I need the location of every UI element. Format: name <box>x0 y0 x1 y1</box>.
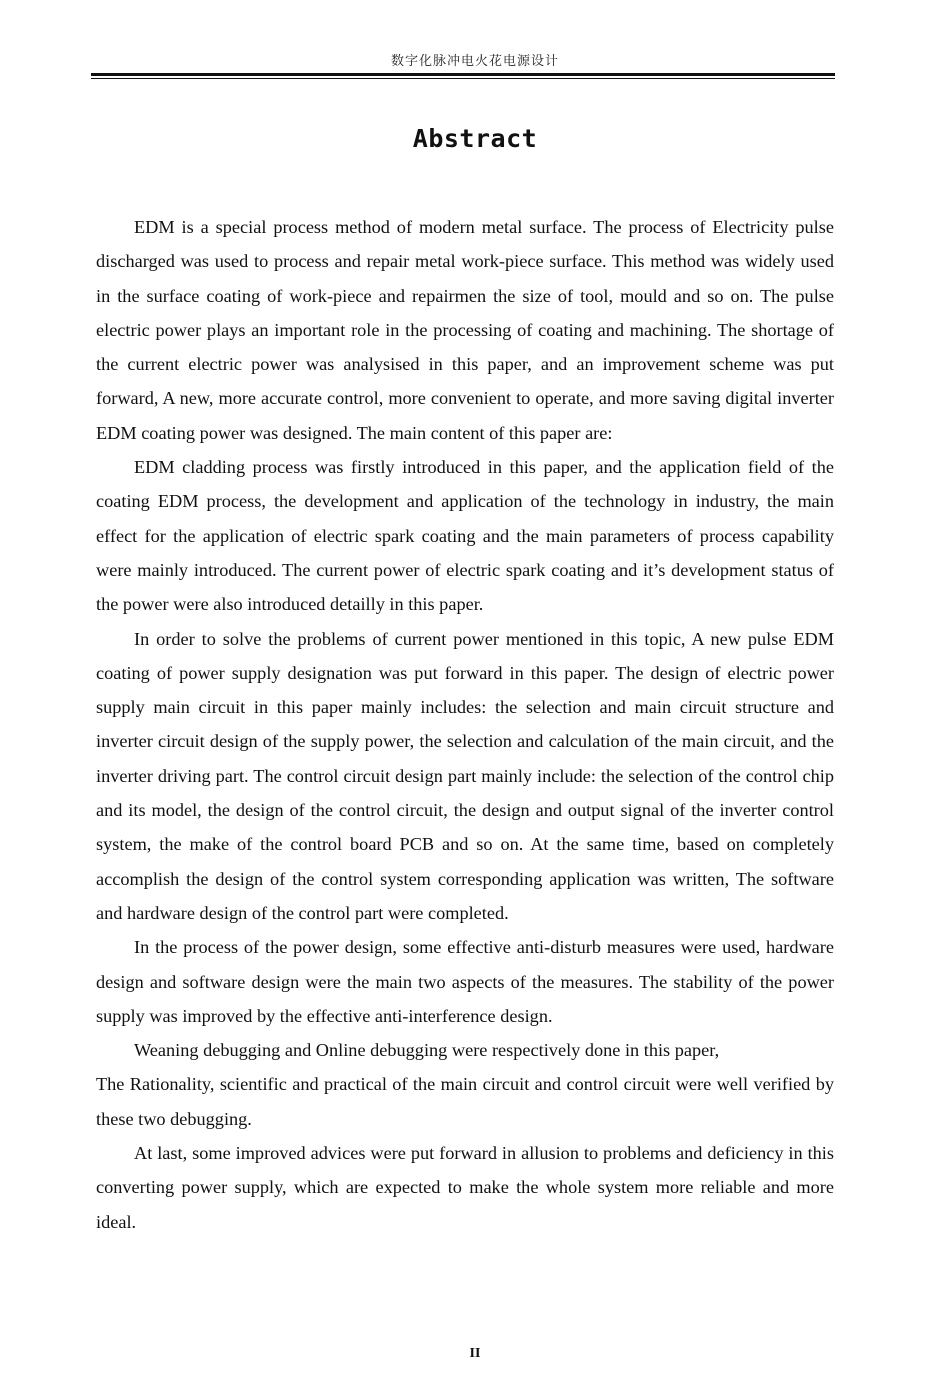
abstract-paragraph-7: At last, some improved advices were put forward in allusion to problems and deficiency in this converting power supply, which are expected to make the whole system more reliable and more ideal. <box>96 1143 834 1232</box>
abstract-heading: Abstract <box>412 124 538 153</box>
abstract-paragraph-4: In the process of the power design, some effective anti-disturb measures were used, hardware design and software design were the main two aspects of the measures. The stability of the power supply was improved by the effective anti-interference design. <box>96 937 834 1026</box>
page-number: II <box>469 1346 481 1361</box>
abstract-paragraph-5: Weaning debugging and Online debugging were respectively done in this paper, <box>134 1040 720 1061</box>
running-header-title: 数字化脉冲电火花电源设计 <box>390 54 559 69</box>
abstract-body <box>96 210 834 1239</box>
abstract-paragraph-6: The Rationality, scientific and practical of the main circuit and control circuit were well verified by these two debugging. <box>96 1074 834 1129</box>
abstract-paragraph-2: EDM cladding process was firstly introduced in this paper, and the application field of the coating EDM process, the development and application of the technology in industry, the main effect for the application of electric spark coating and the main parameters of process capability were mainly introduced. The current power of electric spark coating and it’s development status of the power were also introduced detailly in this paper. <box>96 457 834 615</box>
abstract-paragraph-3: In order to solve the problems of current power mentioned in this topic, A new pulse EDM coating of power supply designation was put forward in this paper. The design of electric power supply main circuit in this paper mainly includes: the selection and main circuit structure and inverter circuit design of the supply power, the selection and calculation of the main circuit, and the inverter driving part. The control circuit design part mainly include: the selection of the control chip and its model, the design of the control circuit, the design and output signal of the inverter control system, the make of the control board PCB and so on. At the same time, based on completely accomplish the design of the control system corresponding application was written, The software and hardware design of the control part were completed. <box>96 628 834 923</box>
header-rule-thick <box>91 73 835 76</box>
abstract-paragraph-1: EDM is a special process method of modern metal surface. The process of Electricity pulse discharged was used to process and repair metal work-piece surface. This method was widely used in the surface coating of work-piece and repairmen the size of tool, mould and so on. The pulse electric power plays an important role in the processing of coating and machining. The shortage of the current electric power was analysised in this paper, and an improvement scheme was put forward, A new, more accurate control, more convenient to operate, and more saving digital inverter EDM coating power was designed. The main content of this paper are: <box>96 217 834 443</box>
header-rule-thin <box>91 78 835 79</box>
